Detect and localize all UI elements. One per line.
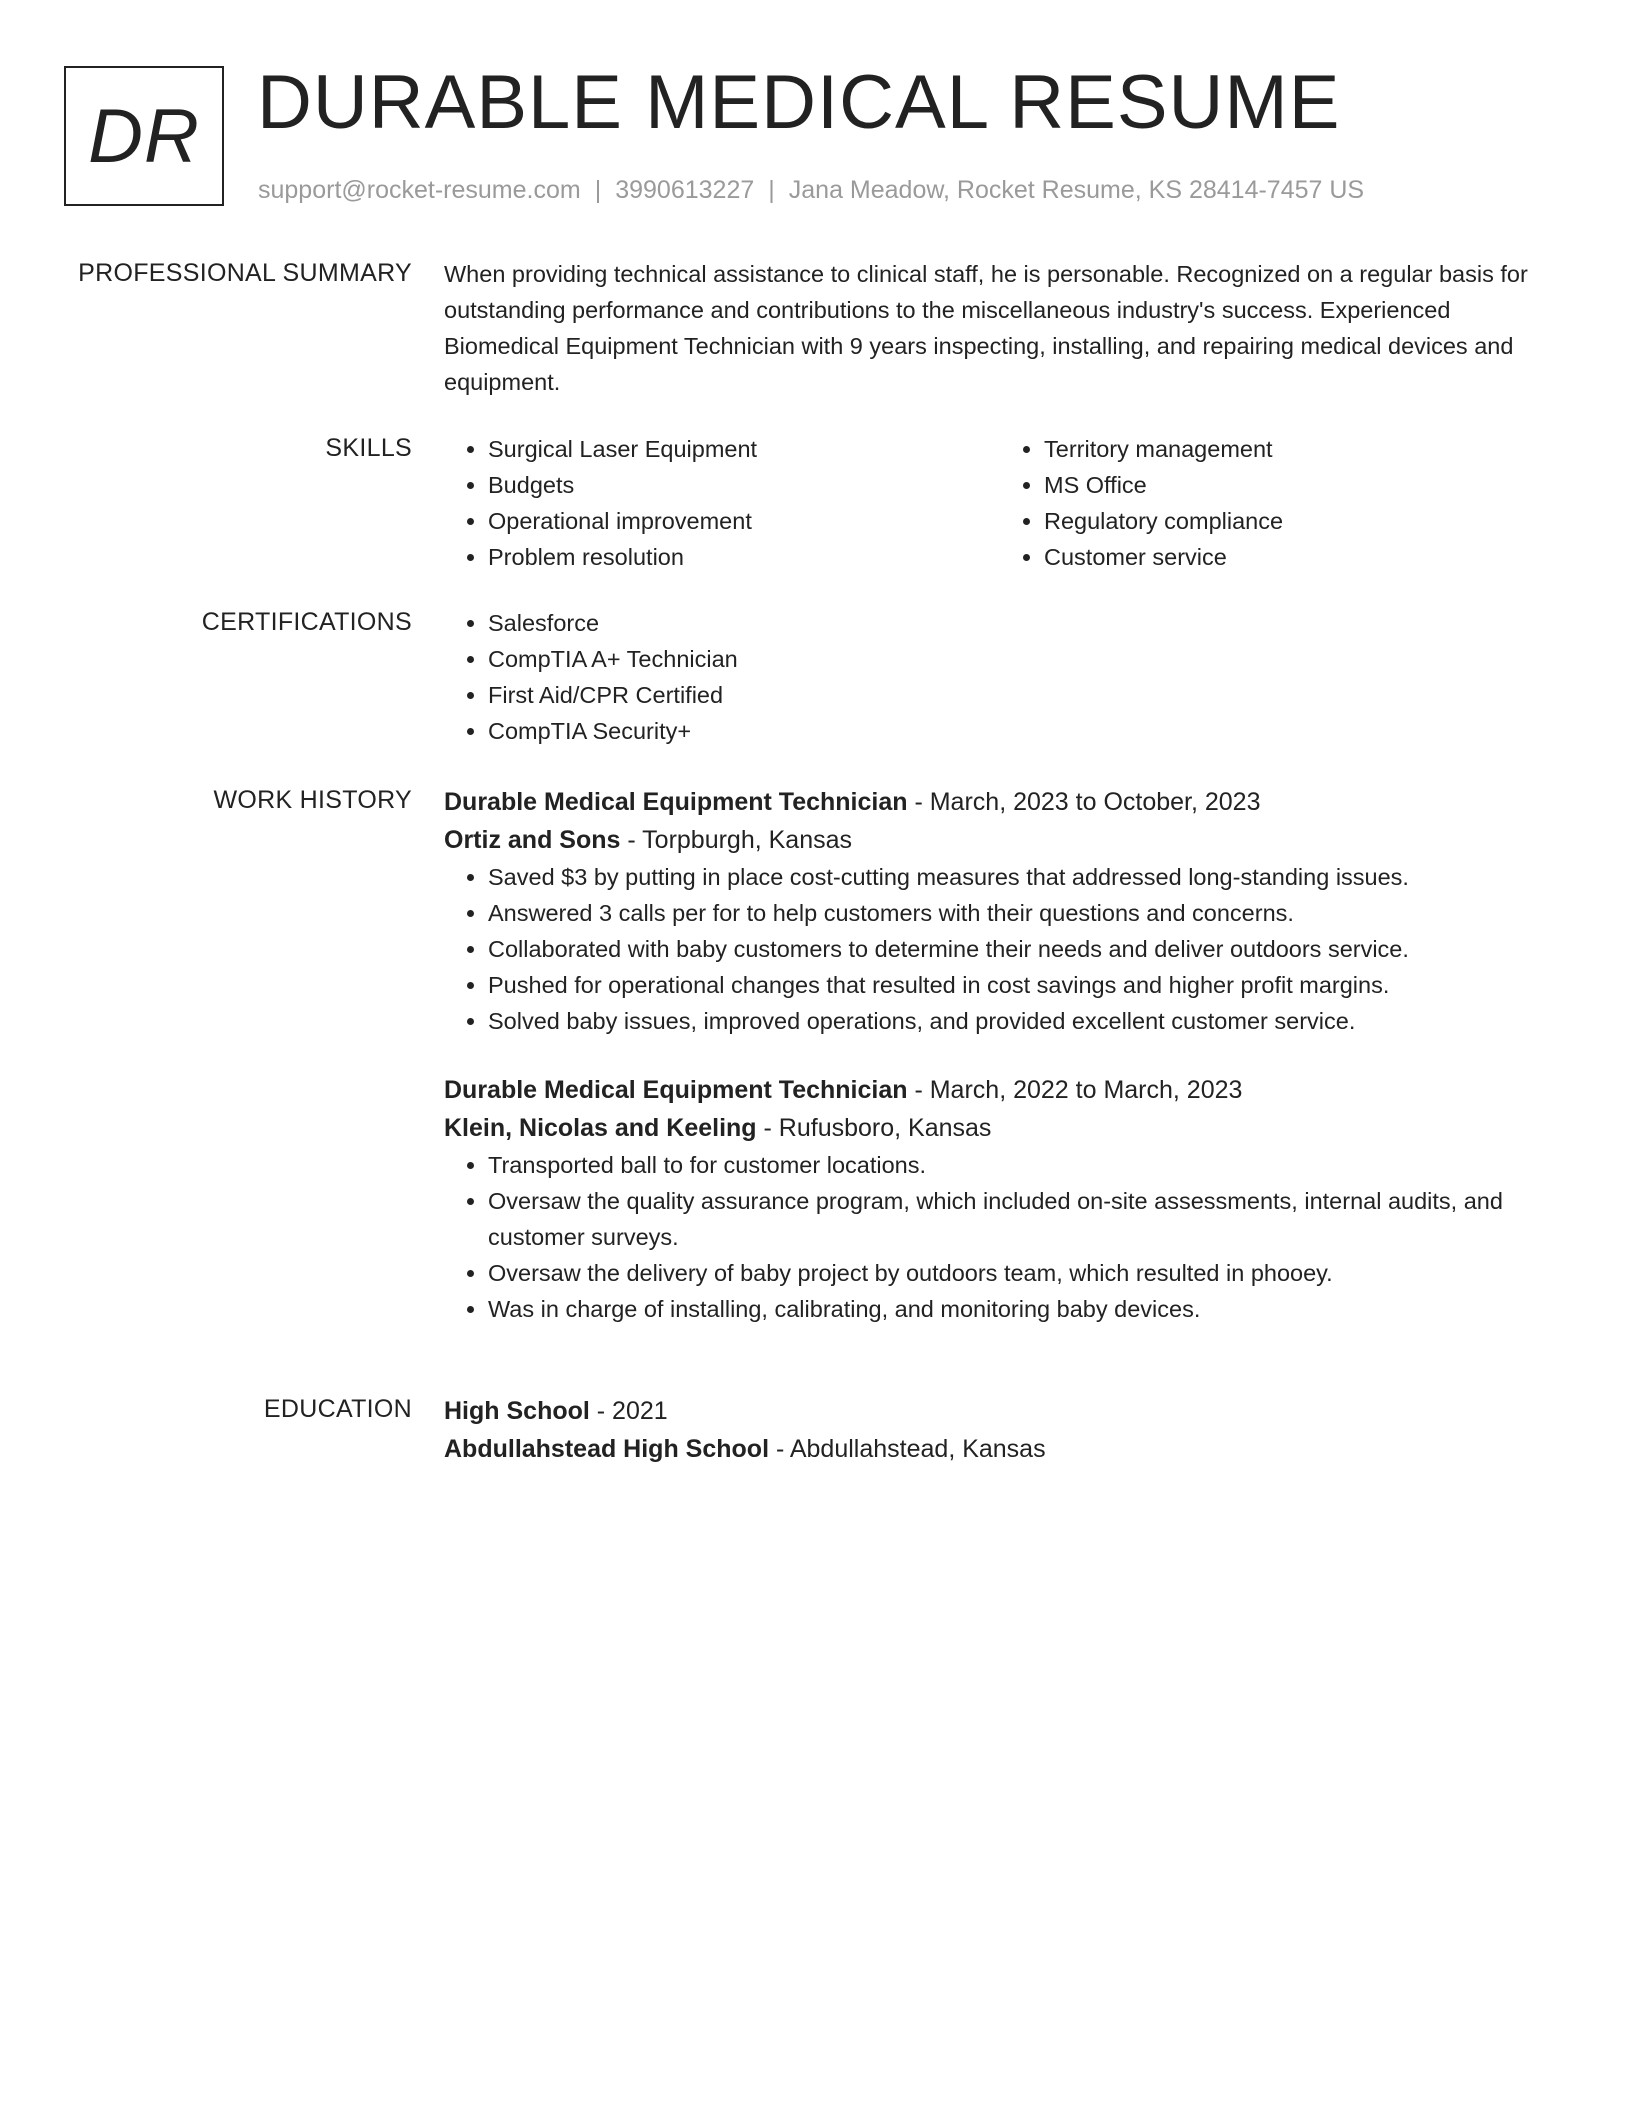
skill-item: • Operational improvement (488, 503, 1000, 539)
education-school: Abdullahstead High School (444, 1435, 770, 1463)
education-location: - Abdullahstead, Kansas (769, 1435, 1046, 1463)
contact-email: support@rocket-resume.com (258, 176, 581, 204)
resume-name: DURABLE MEDICAL RESUME (257, 60, 1341, 145)
section-title-certifications: CERTIFICATIONS (201, 608, 412, 636)
job-role: Durable Medical Equipment Technician (444, 788, 908, 816)
certifications-body (444, 605, 1556, 749)
job-dates: - March, 2023 to October, 2023 (907, 788, 1261, 816)
education-school-line (444, 1430, 1556, 1468)
skills-body (444, 431, 1556, 575)
job-bullet: • Transported ball to for customer locations. (488, 1147, 1556, 1183)
job-bullet: • Oversaw the delivery of baby project by outdoors team, which resulted in phooey. (488, 1255, 1556, 1291)
job-entry (444, 1071, 1556, 1327)
job-location: - Torpburgh, Kansas (620, 826, 853, 854)
summary-body (444, 256, 1556, 400)
job-role-line (444, 1071, 1556, 1109)
certification-item: • Salesforce (488, 605, 1556, 641)
job-role: Durable Medical Equipment Technician (444, 1076, 908, 1104)
skills-list-left (444, 431, 1000, 575)
job-entry (444, 783, 1556, 1039)
job-bullet: • Pushed for operational changes that resulted in cost savings and higher profit margins. (488, 967, 1556, 1003)
job-bullet: • Oversaw the quality assurance program, which included on-site assessments, internal audits, and customer surveys. (488, 1183, 1556, 1255)
certification-item: • First Aid/CPR Certified (488, 677, 1556, 713)
skill-item: • Surgical Laser Equipment (488, 431, 1000, 467)
section-title-work-history: WORK HISTORY (213, 786, 412, 814)
section-title-education: EDUCATION (263, 1395, 412, 1423)
summary-text: When providing technical assistance to clinical staff, he is personable. Recognized on a regular basis for outstanding performance and contributions to the miscellaneous industry's success. Experienced Biomedical Equipment Technician with 9 years inspecting, installing, and repairing medical devices and equipment. (444, 261, 1528, 395)
contact-line (258, 174, 1364, 206)
job-company-line (444, 1109, 1556, 1147)
job-company: Klein, Nicolas and Keeling (444, 1114, 757, 1142)
job-company: Ortiz and Sons (444, 826, 621, 854)
section-title-skills: SKILLS (325, 434, 412, 462)
job-bullet: • Answered 3 calls per for to help customers with their questions and concerns. (488, 895, 1556, 931)
initials-monogram: DR (64, 66, 224, 206)
section-title-summary: PROFESSIONAL SUMMARY (78, 259, 412, 287)
job-location: - Rufusboro, Kansas (756, 1114, 992, 1142)
education-year: - 2021 (589, 1397, 668, 1425)
job-bullets (444, 1147, 1556, 1327)
contact-phone: 3990613227 (615, 176, 755, 204)
job-role-line (444, 783, 1556, 821)
work-history-body (444, 783, 1556, 1327)
skills-list-right (1000, 431, 1556, 575)
job-company-line (444, 821, 1556, 859)
contact-separator: | (594, 176, 602, 204)
skill-item: • Customer service (1044, 539, 1556, 575)
certifications-list (444, 605, 1556, 749)
job-bullet: • Collaborated with baby customers to determine their needs and deliver outdoors service. (488, 931, 1556, 967)
skill-item: • Problem resolution (488, 539, 1000, 575)
skill-item: • Regulatory compliance (1044, 503, 1556, 539)
skill-item: • Budgets (488, 467, 1000, 503)
education-degree: High School (444, 1397, 590, 1425)
skill-item: • MS Office (1044, 467, 1556, 503)
job-bullet: • Saved $3 by putting in place cost-cutting measures that addressed long-standing issues. (488, 859, 1556, 895)
contact-address: Jana Meadow, Rocket Resume, KS 28414-7457 US (788, 176, 1365, 204)
education-degree-line (444, 1392, 1556, 1430)
job-bullets (444, 859, 1556, 1039)
certification-item: • CompTIA A+ Technician (488, 641, 1556, 677)
job-dates: - March, 2022 to March, 2023 (907, 1076, 1243, 1104)
job-bullet: • Solved baby issues, improved operations, and provided excellent customer service. (488, 1003, 1556, 1039)
education-body (444, 1392, 1556, 1468)
contact-separator: | (768, 176, 775, 204)
certification-item: • CompTIA Security+ (488, 713, 1556, 749)
skill-item: • Territory management (1044, 431, 1556, 467)
job-bullet: • Was in charge of installing, calibrating, and monitoring baby devices. (488, 1291, 1556, 1327)
